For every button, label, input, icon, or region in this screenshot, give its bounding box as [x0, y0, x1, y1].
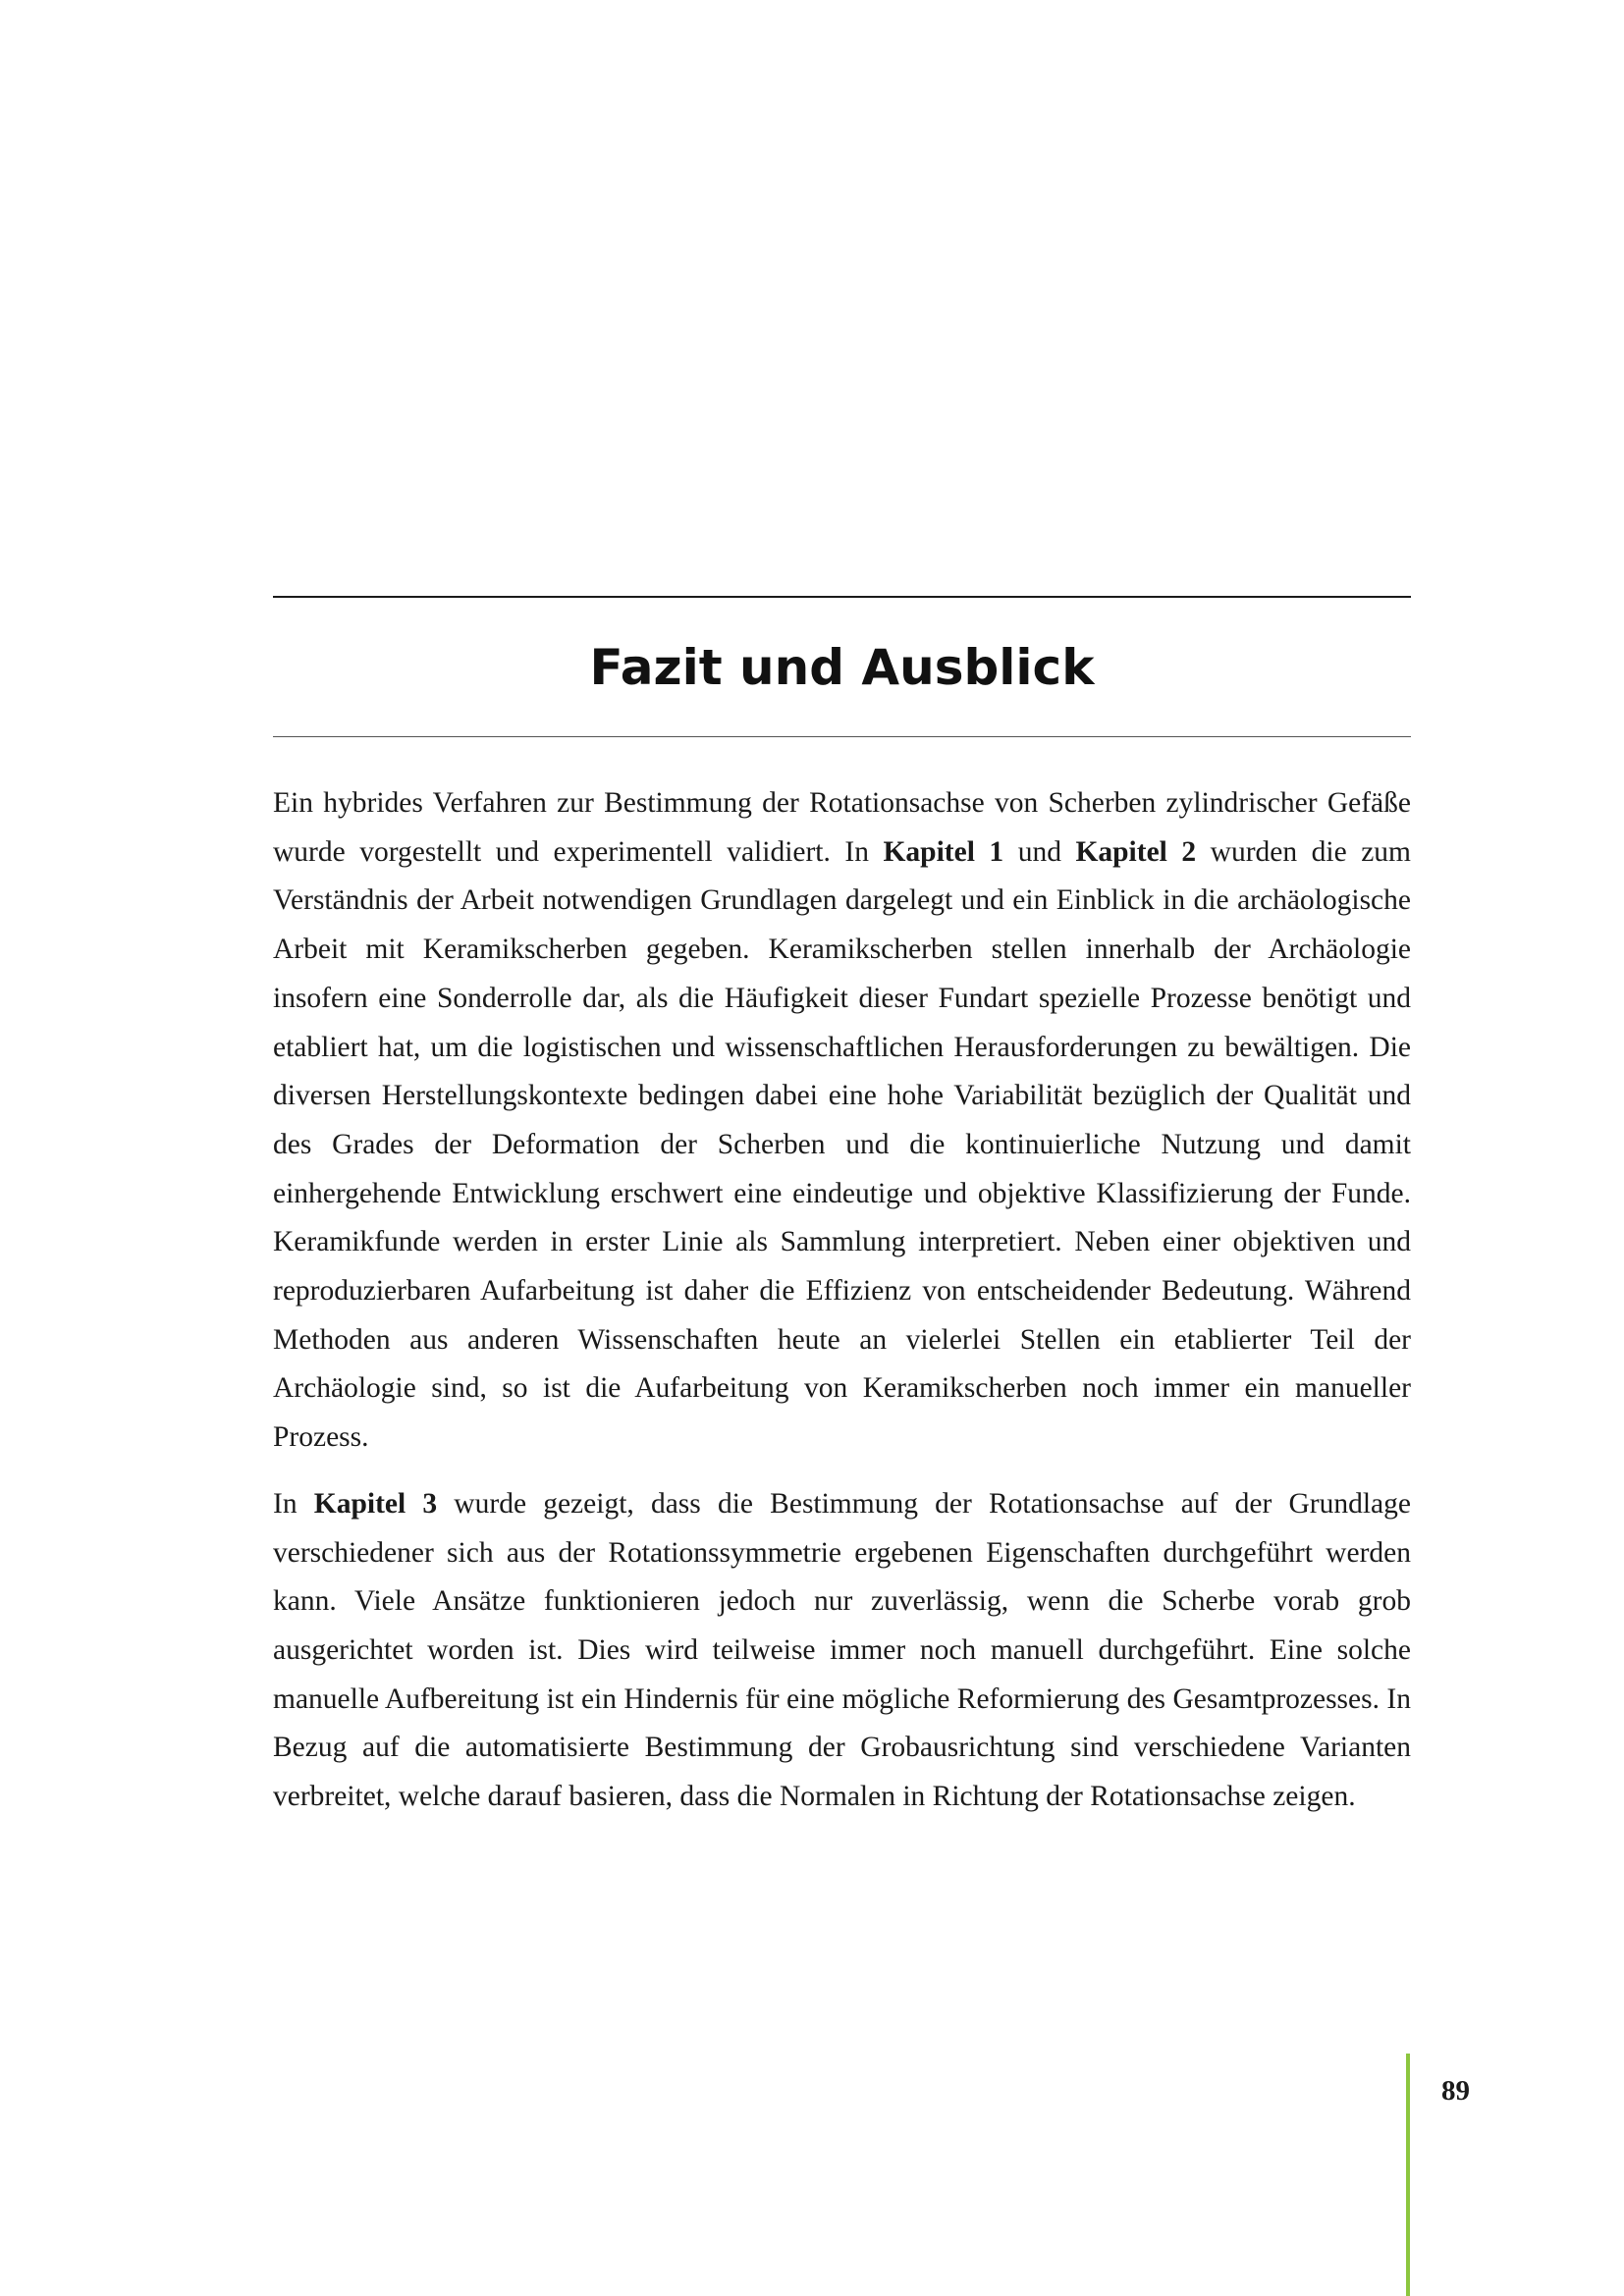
chapter-title-bottom-rule [273, 736, 1411, 737]
paragraph [273, 779, 1411, 1463]
chapter-reference: Kapitel 2 [1075, 835, 1197, 868]
chapter-title: Fazit und Ausblick [589, 639, 1095, 696]
paragraph-text: wurden die zum Verständnis der Arbeit notwendigen Grundlagen dargelegt und ein Einblick in die archäologische Arbeit mit Keramikscherben gegeben. Keramikscherben stellen innerhalb der Archäologie insofern eine Sonderrolle dar, als die Häufigkeit dieser Fundart spezielle Prozesse benötigt und etabliert hat, um die logistischen und wissenschaftlichen Herausforderungen zu bewältigen. Die diversen Herstellungskontexte bedingen dabei eine hohe Variabilität bezüglich der Qualität und des Grades der Deformation der Scherben und die kontinuierliche Nutzung und damit einhergehende Entwicklung erschwert eine eindeutige und objektive Klassifizierung der Funde. Keramikfunde werden in erster Linie als Sammlung interpretiert. Neben einer objektiven und reproduzierbaren Aufarbeitung ist daher die Effizienz von entscheidender Bedeutung. Während Methoden aus anderen Wissenschaften heute an vielerlei Stellen ein etablierter Teil der Archäologie sind, so ist die Aufarbeitung von Keramikscherben noch immer ein manueller Prozess. [273, 835, 1411, 1454]
page-marker-bar [1406, 2054, 1410, 2296]
body-text [273, 779, 1411, 1840]
paragraph-text: und [1003, 835, 1076, 868]
chapter-reference: Kapitel 3 [313, 1487, 438, 1520]
chapter-title-top-rule [273, 596, 1411, 598]
chapter-reference: Kapitel 1 [883, 835, 1004, 868]
paragraph-text: Ein hybrides Verfahren zur Bestimmung der Rotationsachse von Scherben zylindrischer Gefäße wurde vorgestellt und experimentell validiert. In [273, 787, 1411, 868]
paragraph-text: wurde gezeigt, dass die Bestimmung der Rotationsachse auf der Grundlage verschiedener sich aus der Rotationssymmetrie ergebenen Eigenschaften durchgeführt werden kann. Viele Ansätze funktionieren jedoch nur zuverlässig, wenn die Scherbe vorab grob ausgerichtet worden ist. Dies wird teilweise immer noch manuell durchgeführt. Eine solche manuelle Aufbereitung ist ein Hindernis für eine mögliche Reformierung des Gesamtprozesses. In Bezug auf die automatisierte Bestimmung der Grobausrichtung sind verschiedene Varianten verbreitet, welche darauf basieren, dass die Normalen in Richtung der Rotationsachse zeigen. [273, 1487, 1411, 1813]
paragraph [273, 1480, 1411, 1822]
page-number: 89 [1441, 2075, 1470, 2107]
paragraph-text: In [273, 1487, 314, 1520]
